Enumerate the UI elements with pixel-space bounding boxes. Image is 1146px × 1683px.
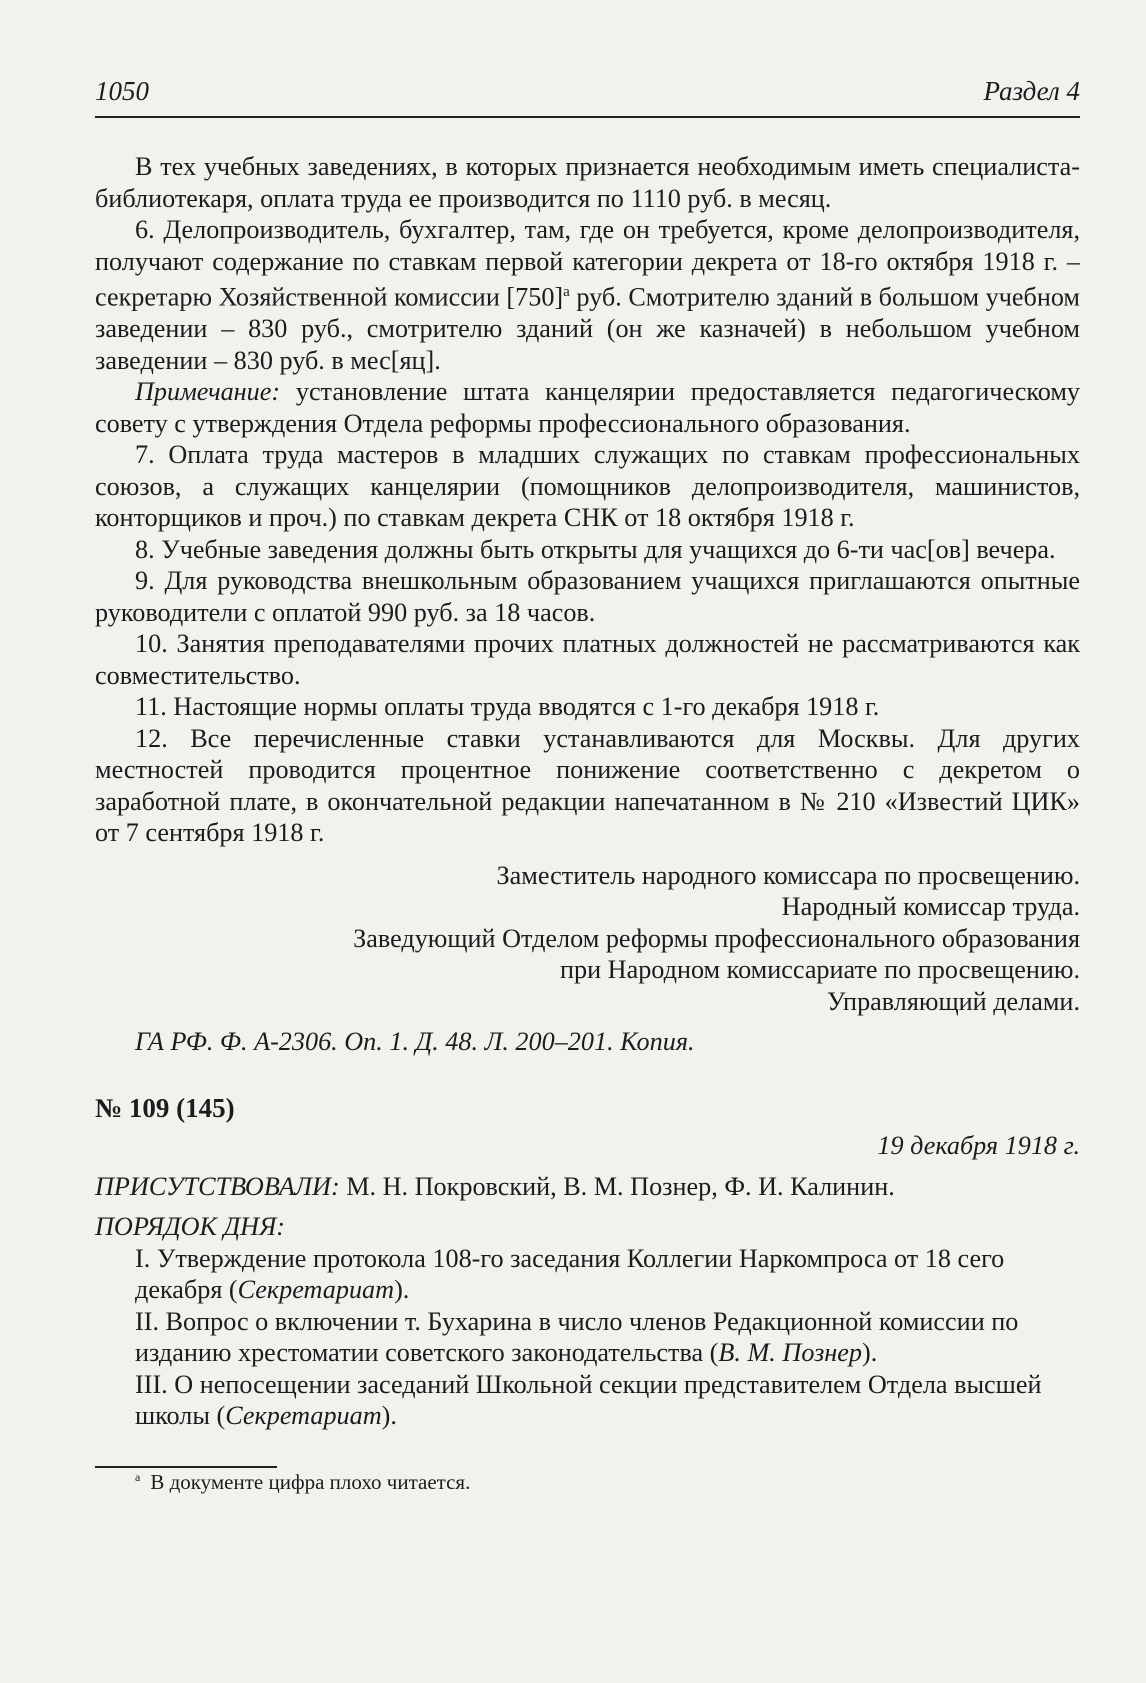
paragraph-11: 11. Настоящие нормы оплаты труда вводятся с 1-го декабря 1918 г. <box>135 692 880 722</box>
agenda-item-text: II. Вопрос о включении т. Бухарина в число членов Редакционной комиссии по изданию хрестоматии советского законодательства ( <box>135 1306 1019 1368</box>
agenda-item-speaker: В. М. Познер <box>718 1338 862 1368</box>
agenda-item-speaker: Секретариат <box>225 1401 382 1431</box>
note-text: установление штата канцелярии предоставляется педагогическому совету с утверждения Отдела реформы профессионального образования. <box>95 377 1080 438</box>
paragraph-9: 9. Для руководства внешкольным образованием учащихся приглашаются опытные руководители с оплатой 990 руб. за 18 часов. <box>95 566 1080 627</box>
agenda-title: ПОРЯДОК ДНЯ: <box>95 1212 285 1242</box>
paragraph-librarian: В тех учебных заведениях, в которых признается необходимым иметь специалиста-библиотекаря, оплата труда ее производится по 1110 руб. в месяц. <box>95 152 1080 213</box>
footnote-text: В документе цифра плохо читается. <box>150 1470 471 1494</box>
signature-line: Народный комиссар труда. <box>781 892 1080 922</box>
footnote-ref: а <box>563 284 570 300</box>
agenda-item-text: III. О непосещении заседаний Школьной секции представителем Отдела высшей школы ( <box>135 1369 1042 1431</box>
document-number: № 109 (145) <box>95 1092 235 1123</box>
note-paragraph <box>95 376 1080 439</box>
footnote-rule <box>95 1466 277 1468</box>
agenda-item <box>95 1243 1080 1306</box>
agenda-item-speaker: Секретариат <box>237 1275 395 1305</box>
header-rule <box>95 116 1080 118</box>
signature-line: Управляющий делами. <box>826 986 1080 1016</box>
agenda-item-text: I. Утверждение протокола 108-го заседания Коллегии Наркомпроса от 18 сего декабря ( <box>135 1243 1005 1305</box>
note-label: Примечание: <box>135 377 281 407</box>
agenda-item <box>95 1306 1080 1369</box>
agenda-item-end: ). <box>862 1338 878 1368</box>
paragraph-8: 8. Учебные заведения должны быть открыты для учащихся до 6-ти час[ов] вечера. <box>135 534 1056 564</box>
footnote <box>95 1470 470 1495</box>
document-body <box>95 151 1080 1432</box>
page-number: 1050 <box>95 76 149 106</box>
page-header <box>95 72 1080 112</box>
paragraph-6-part2: руб. Смотрителю зданий в большом учебном заведении – 830 руб., смотрителю зданий (он же казначей) в небольшом учебном заведении – 830 руб. в мес[яц]. <box>95 282 1081 375</box>
signature-line: при Народном комиссариате по просвещению. <box>559 955 1080 985</box>
document-date: 19 декабря 1918 г. <box>877 1131 1080 1161</box>
agenda-item-end: ). <box>394 1275 410 1305</box>
signature-line: Заведующий Отделом реформы профессионального образования <box>353 923 1080 953</box>
agenda-item <box>95 1369 1080 1432</box>
paragraph-6-part1: 6. Делопроизводитель, бухгалтер, там, где он требуется, кроме делопроизводителя, получают содержание по ставкам первой категории декрета от 18-го октября 1918 г. – секретарю Хозяйственной комиссии [750] <box>95 215 1080 312</box>
paragraph-12: 12. Все перечисленные ставки устанавливаются для Москвы. Для других местностей проводится процентное понижение соответственно с декретом о заработной плате, в окончательной редакции напечатанном в № 210 «Известий ЦИК» от 7 сентября 1918 г. <box>95 723 1080 848</box>
attendees-names: М. Н. Покровский, В. М. Познер, Ф. И. Калинин. <box>346 1171 895 1201</box>
signature-line: Заместитель народного комиссара по просвещению. <box>496 860 1080 890</box>
paragraph-7: 7. Оплата труда мастеров в младших служащих по ставкам профессиональных союзов, а служащих канцелярии (помощников делопроизводителя, машинистов, конторщиков и проч.) по ставкам декрета СНК от 18 октября 1918 г. <box>95 440 1080 533</box>
paragraph-6 <box>95 214 1080 376</box>
paragraph-10: 10. Занятия преподавателями прочих платных должностей не рассматриваются как совместительство. <box>95 629 1080 690</box>
attendees-label: ПРИСУТСТВОВАЛИ: <box>95 1171 340 1201</box>
signatures-block <box>95 860 1080 1018</box>
agenda-item-end: ). <box>381 1401 397 1431</box>
footnote-mark: а <box>135 1470 141 1484</box>
section-title: Раздел 4 <box>983 76 1080 106</box>
archive-reference: ГА РФ. Ф. А-2306. Оп. 1. Д. 48. Л. 200–201. Копия. <box>135 1027 695 1057</box>
attendees <box>95 1171 1080 1203</box>
